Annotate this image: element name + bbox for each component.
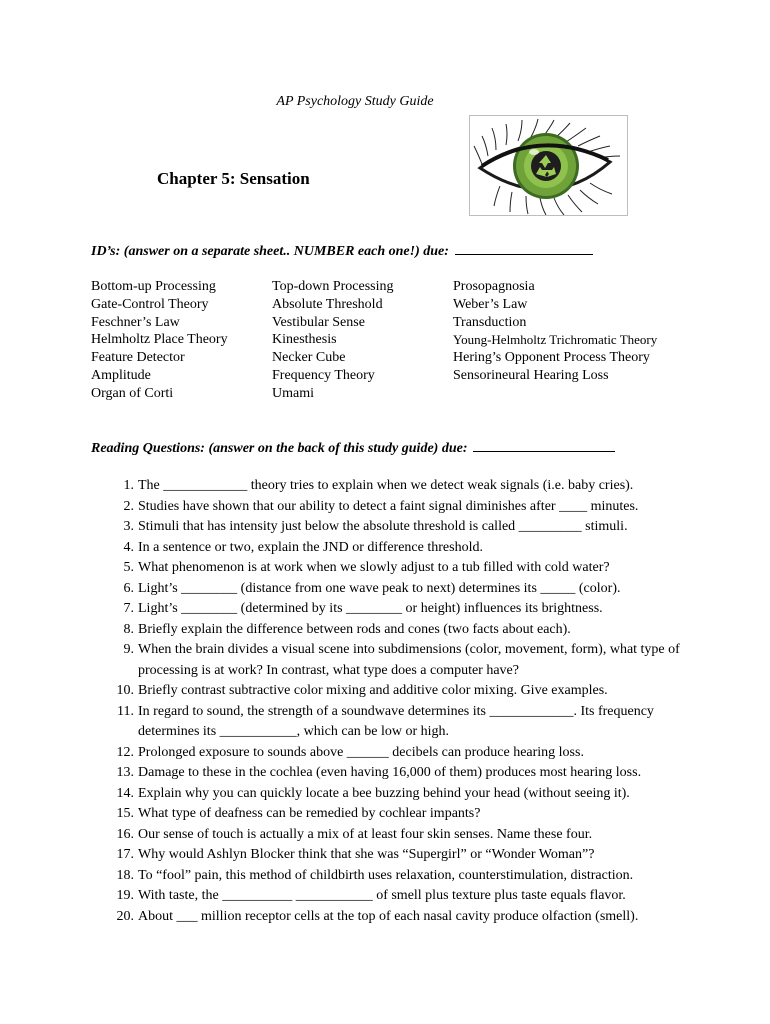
question-number: 10 . [110, 681, 134, 702]
question-text: Damage to these in the cochlea (even having 16,000 of them) produces most hearing loss. [138, 765, 642, 780]
term: Vestibular Sense [272, 314, 365, 330]
question-item [110, 538, 700, 559]
question-number: 17 . [110, 845, 134, 866]
question-text: In a sentence or two, explain the JND or difference threshold. [138, 539, 483, 555]
term: Kinesthesis [272, 332, 337, 348]
question-item [110, 681, 700, 702]
question-number: 12 . [110, 743, 134, 764]
term: Organ of Corti [91, 385, 174, 401]
term: Hering’s Opponent Process Theory [453, 350, 650, 366]
term: Amplitude [91, 367, 151, 383]
question-number: 11 . [110, 702, 134, 723]
question-number: 4 . [110, 538, 134, 559]
question-text: When the brain divides a visual scene into subdimensions (color, movement, form), what type of processing is at work? In contrast, what type does a computer have? [138, 642, 680, 678]
question-number: 8 . [110, 620, 134, 641]
question-text: To “fool” pain, this method of childbirth uses relaxation, counterstimulation, distraction. [138, 867, 634, 883]
question-item [110, 907, 700, 928]
term: Top-down Processing [272, 279, 394, 294]
question-number: 1 . [110, 476, 134, 497]
question-number: 13 . [110, 763, 134, 784]
question-text: Light’s ________ (determined by its ________ or height) influences its brightness. [138, 601, 603, 616]
question-item [110, 702, 700, 743]
term: Sensorineural Hearing Loss [453, 367, 609, 383]
eye-recycle-icon [470, 116, 627, 215]
reading-questions-instructions [91, 439, 615, 457]
term: Umami [272, 385, 314, 401]
question-number: 6 . [110, 579, 134, 600]
question-number: 3 . [110, 517, 134, 538]
chapter-heading: Chapter 5: Sensation [157, 169, 310, 188]
terms-column-3 [453, 278, 657, 385]
question-text: Briefly explain the difference between rods and cones (two facts about each). [138, 621, 571, 637]
term: Young-Helmholtz Trichromatic Theory [453, 332, 658, 348]
question-text: About ___ million receptor cells at the top of each nasal cavity produce olfaction (smell). [138, 908, 639, 924]
term: Weber’s Law [453, 296, 528, 312]
question-number: 19 . [110, 886, 134, 907]
term: Feschner’s Law [91, 314, 180, 330]
question-number: 5 . [110, 558, 134, 579]
question-number: 15 . [110, 804, 134, 825]
question-text: Briefly contrast subtractive color mixing and additive color mixing. Give examples. [138, 683, 608, 698]
question-text: Studies have shown that our ability to detect a faint signal diminishes after ____ minutes. [138, 498, 639, 514]
question-item [110, 640, 700, 681]
question-item [110, 763, 700, 784]
question-item [110, 579, 700, 600]
terms-column-1 [91, 278, 228, 403]
question-text: In regard to sound, the strength of a soundwave determines its ____________. Its frequency determines its ___________, which can be low or high. [138, 703, 654, 739]
terms-column-2 [272, 278, 394, 403]
question-list [110, 476, 700, 927]
question-item [110, 476, 700, 497]
question-number: 14 . [110, 784, 134, 805]
question-number: 2 . [110, 497, 134, 518]
question-number: 20 . [110, 907, 134, 928]
question-item [110, 866, 700, 887]
reading-due-blank[interactable] [473, 439, 615, 452]
question-text: Explain why you can quickly locate a bee buzzing behind your head (without seeing it). [138, 785, 630, 801]
term: Bottom-up Processing [91, 279, 216, 294]
term: Feature Detector [91, 350, 185, 366]
eye-image [469, 115, 628, 216]
question-item [110, 825, 700, 846]
question-number: 7 . [110, 599, 134, 620]
question-item [110, 784, 700, 805]
question-item [110, 743, 700, 764]
ids-due-blank[interactable] [455, 242, 593, 255]
term: Necker Cube [272, 350, 346, 366]
question-number: 16 . [110, 825, 134, 846]
term: Prosopagnosia [453, 279, 535, 294]
question-text: Why would Ashlyn Blocker think that she was “Supergirl” or “Wonder Woman”? [138, 847, 595, 862]
term: Gate-Control Theory [91, 296, 209, 312]
question-text: Prolonged exposure to sounds above ______ decibels can produce hearing loss. [138, 744, 584, 760]
question-item [110, 845, 700, 866]
question-item [110, 497, 700, 518]
term: Helmholtz Place Theory [91, 332, 228, 348]
question-text: What type of deafness can be remedied by cochlear impants? [138, 806, 481, 821]
term: Transduction [453, 314, 527, 330]
question-text: The ____________ theory tries to explain when we detect weak signals (i.e. baby cries). [138, 478, 634, 493]
term: Absolute Threshold [272, 296, 383, 312]
term: Frequency Theory [272, 367, 375, 383]
question-number: 9 . [110, 640, 134, 661]
question-item [110, 517, 700, 538]
question-number: 18 . [110, 866, 134, 887]
ids-prompt-text: ID’s: (answer on a separate sheet.. NUMBER each one!) due: [91, 244, 449, 259]
ids-instructions [91, 242, 593, 260]
question-item [110, 804, 700, 825]
question-text: With taste, the __________ ___________ of smell plus texture plus taste equals flavor. [138, 888, 626, 903]
question-text: Our sense of touch is actually a mix of at least four skin senses. Name these four. [138, 826, 593, 842]
question-item [110, 620, 700, 641]
question-item [110, 886, 700, 907]
document-title: AP Psychology Study Guide [276, 94, 434, 109]
question-item [110, 599, 700, 620]
question-item [110, 558, 700, 579]
question-text: Stimuli that has intensity just below the absolute threshold is called _________ stimuli. [138, 519, 628, 534]
question-text: What phenomenon is at work when we slowly adjust to a tub filled with cold water? [138, 560, 610, 575]
question-text: Light’s ________ (distance from one wave peak to next) determines its _____ (color). [138, 580, 621, 596]
reading-prompt-text: Reading Questions: (answer on the back of this study guide) due: [91, 441, 468, 456]
